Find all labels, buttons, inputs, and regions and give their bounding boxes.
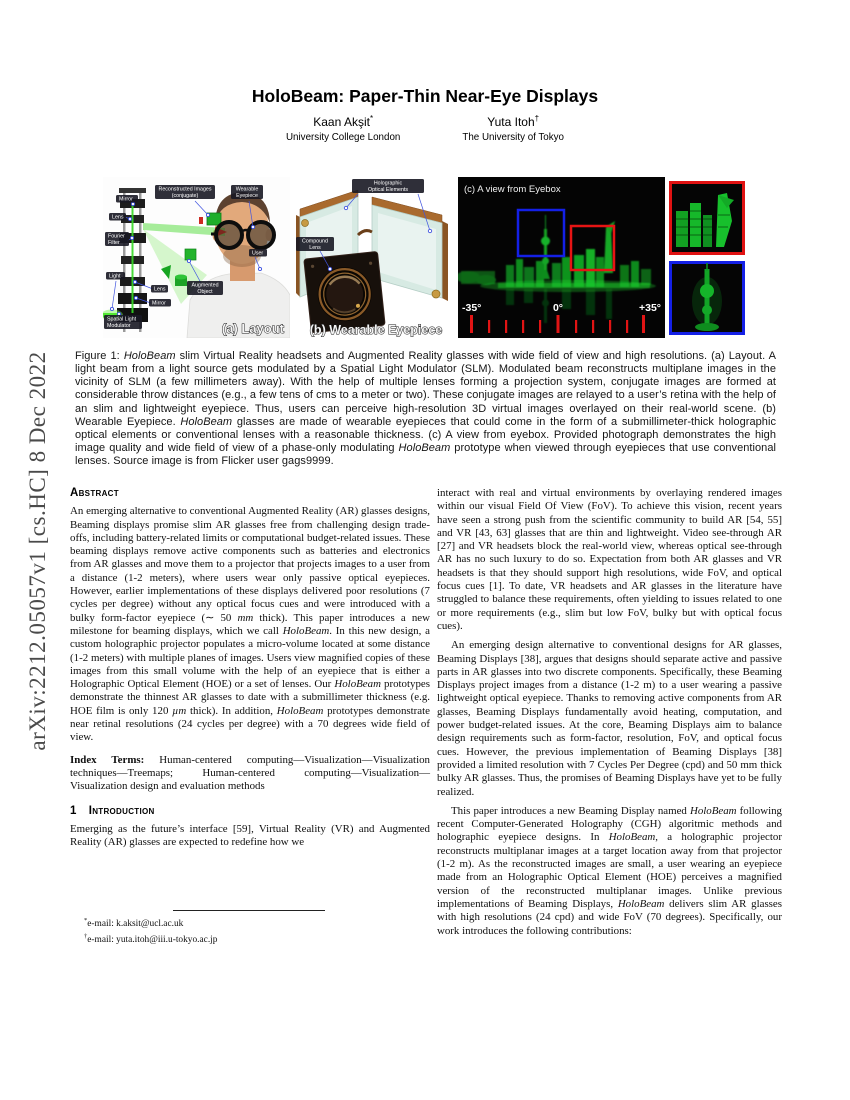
scale-plus-35: +35° [638,302,661,314]
panel-b-wearable-eyepiece [292,177,456,338]
panel-c-title: (c) A view from Eyebox [464,184,561,195]
blue-inset-zoom [669,261,745,335]
body-paragraph-2: An emerging design alternative to conventional designs for AR glasses, Beaming Displays [38], argues that designs should separate active and passive parts in AR glasses into two discrete components. Specifically, these Beaming Displays project images from a distance (1-2 m) to a user wearing a passive lightweight optical eyepiece. Thanks to removing active components from AR glasses, Beaming Displays fundamentally avoid heating, computation, and power budget-related issues. At the core, Beaming Displays aim to balance design requirements such as form-factor, resolution, FoV, and optical focus cues. However, the previous implementation of Beaming Displays [38] provided a limited resolution with 7 Cycles Per Degree (cpd) and 50 mm thick bulky AR glasses. Thus, the promises of Beaming Displays have yet to be fully realized. [437,639,782,798]
compound-lens-assembly [304,251,385,332]
author-1-name [286,114,400,129]
red-inset-zoom [669,181,745,255]
author-1-name-text: Kaan Akşit [313,115,370,129]
label-mirror-bottom: Mirror [152,300,166,307]
author-block [0,114,850,143]
footnote-rule [173,910,325,911]
body-paragraph-1: interact with real and virtual environments by overlaying rendered images within our visual Field Of View (FoV). To achieve this vision, recent years have seen a strong push from the scientific community to build AR [54, 55] and VR [43, 63] glasses that are thin and lightweight. Video see-through AR [27] and VR headsets block the real-world view, whereas optical see-through AR has no such luxury to do so. Expectation from both AR glasses and VR headsets is that they should support high resolutions, wide FoV, and optical focus cues [1]. To date, VR headsets and AR glasses in the literature have struggled to balance these requirements, often yielding to issues related to one or more requirements (e.g., slim but low FoV, bulky but with optical focus cues). [437,487,782,632]
label-hoe-2: Optical Elements [367,187,409,194]
label-aug-2: Object [197,289,213,296]
author-1-affiliation: University College London [285,132,401,143]
label-eyepiece-1: Wearable [235,186,259,193]
footnote-2-mark: † [84,932,88,940]
augmented-cylinder [175,275,187,287]
column-left [70,487,430,849]
section-heading-introduction [70,805,430,818]
label-user: User [252,250,264,257]
panel-c-eyebox-view [458,177,665,338]
author-1 [286,114,400,143]
footnote-1-mark: * [84,917,88,924]
author-2-name-text: Yuta Itoh [487,115,535,129]
footnote-2-text: e-mail: yuta.itoh@iii.u-tokyo.ac.jp [87,935,218,946]
column-right [437,487,782,938]
abstract-text: An emerging alternative to conventional Augmented Reality (AR) glasses designs, Beaming displays promise slim AR glasses free from challenging design trade-offs, including battery-related limits or computational budget-related issues. These beaming displays remove active components such as batteries and electronics from AR glasses and move them to a projector that projects images to a user from a distance (1-2 meters), where users wear only passive optical eyepieces. However, earlier implementations of these displays delivered poor resolutions (7 cycles per degree) without any optical focus cues and were introduced with a bulky form-factor eyepiece (∼ 50 mm thick). This paper introduces a new milestone for beaming displays, which we call HoloBeam. In this new design, a custom holographic projector populates a micro-volume located at some distance (1-2 meters) with multiple planes of images. Users view magnified copies of these images from this small volume with the help of an eyepiece that is either a Holographic Optical Element (HOE) or a set of lenses. Our HoloBeam prototypes demonstrate the thinnest AR glasses to date with a submillimeter thickness (e.g. HOE film is only 120 µm thick). In addition, HoloBeam prototypes demonstrate near retinal resolutions (24 cycles per degree) with a 70 degrees wide field of view. [70,505,431,744]
label-mirror-top: Mirror [119,196,133,203]
label-recon-1: Reconstructed Images [158,186,212,193]
scale-minus-35: -35° [462,302,482,314]
vertical-beam [132,205,134,313]
intro-paragraph: Emerging as the future’s interface [59], Virtual Reality (VR) and Augmented Reality (AR) glasses are expected to redefine how we [70,822,430,849]
figure-1 [103,177,745,338]
figure-caption: Figure 1: HoloBeam slim Virtual Reality headsets and Augmented Reality glasses with wide field of view and high resolutions. (a) Layout. A light beam from a light source gets modulated by a Spatial Light Modulator (SLM). Modulated beam reconstructs multiplane images in the vicinity of SLM (a few millimeters away). With the help of multiple lenses forming a projection system, conjugate images are formed at considerable throw distances (e.g., a few tens of cms to a meter or two). These conjugate images are relayed to a user’s retina with the help of an slim and lightweight eyepiece. Thus, users can perceive high-resolution 3D virtual images overlayed on their real-world scene. (b) Wearable Eyepiece. HoloBeam glasses are made of wearable eyepieces that could come in the form of a submillimeter-thick holographic optical elements or conventional lenses with a reasonable thickness. (c) A view from eyebox. Provided photograph demonstrates the high image quality and wide field of view of a phase-only modulating HoloBeam prototype when viewed through eyepieces that use conventional lenses. Source image is from Flicker user gags9999. [75,350,777,468]
label-lens-2: Lens [309,245,321,252]
label-lens-bottom: Lens [154,286,166,293]
abstract-heading: Abstract [70,487,119,499]
author-1-mark: * [369,114,374,123]
label-recon-2: (conjugate) [171,193,199,200]
scale-zero: 0° [552,302,564,314]
footnote-2 [84,931,430,947]
label-aug-1: Augmented [191,282,219,289]
label-hoe-1: Holographic [373,180,403,187]
panel-a-layout [103,177,290,338]
label-lens-top: Lens [112,214,124,221]
author-2-affiliation: The University of Tokyo [462,132,564,143]
label-fourier-1: Fourier [108,233,125,240]
panel-b-label: (b) Wearable Eyepiece [309,323,443,337]
label-slm-2: Modulator [107,323,131,330]
section-title: Introduction [88,804,155,817]
author-2-mark: † [534,114,540,123]
augmented-cube [185,249,196,260]
label-fourier-2: Filter [108,240,120,247]
panel-a-label: (a) Layout [221,321,284,336]
body-paragraph-3: This paper introduces a new Beaming Display named HoloBeam following recent Computer-Generated Holography (CGH) algoritmic methods and holographic eyepiece designs. In HoloBeam, a holographic projector reconstructs multiplanar images at a target location away from that projector (1-2 m). As the reconstructed images are small, a user wearing an eyepiece made from an Holographic Optical Element (HOE) perceives a magnified version of the reconstructed multiplanar images. Unlike previous implementations of Beaming Displays, HoloBeam delivers slim AR glasses with high resolutions (24 cpd) and wide FoV (70 degrees). Specifically, our work introduces the following contributions: [437,804,783,937]
label-slm-1: Spatial Light [107,316,137,323]
label-light: Light [109,273,121,280]
paper-title: HoloBeam: Paper-Thin Near-Eye Displays [251,86,599,106]
footnote-block [70,910,430,947]
footnote-1-text: e-mail: k.aksit@ucl.ac.uk [87,919,184,930]
label-eyepiece-2: Eyepiece [236,193,258,200]
index-terms: Index Terms: Human-centered computing—Visualization—Visualization techniques—Treemaps; Human-centered computing—Visualization—Visualization design and evaluation methods [70,753,430,793]
red-marker [199,217,203,224]
arxiv-watermark: arXiv:2212.05057v1 [cs.HC] 8 Dec 2022 [25,351,50,751]
section-number: 1 [70,804,77,817]
label-lens-1: Compound [302,238,328,245]
author-2-name [462,114,564,129]
figure-insets [669,177,745,338]
footnote-1 [84,915,430,931]
author-2 [462,114,564,143]
